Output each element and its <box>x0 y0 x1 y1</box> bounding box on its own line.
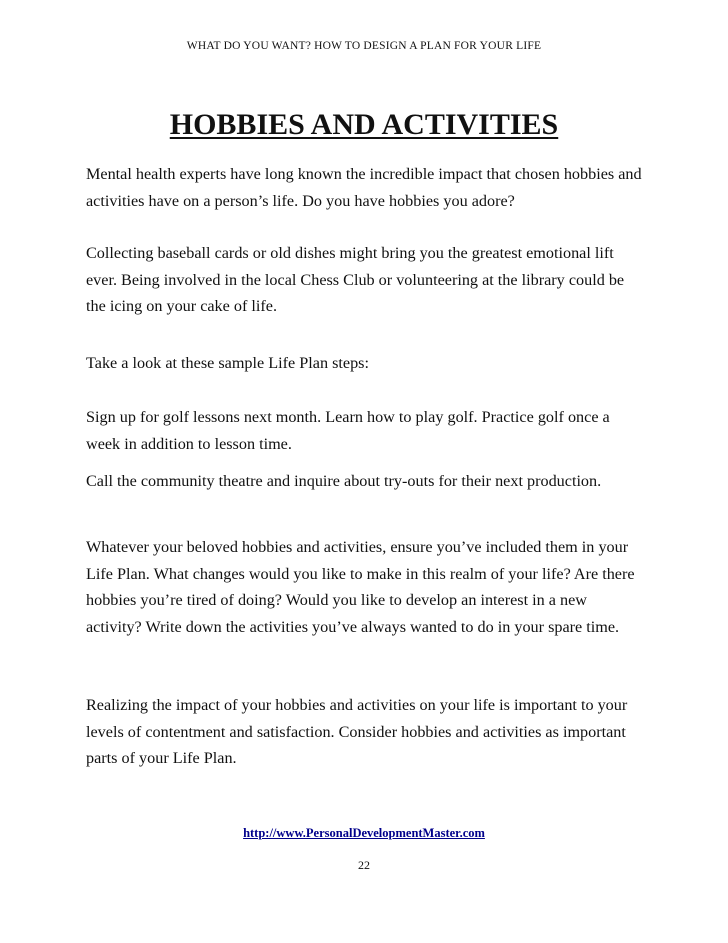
paragraph-examples: Collecting baseball cards or old dishes might bring you the greatest emotional lift ever. Being involved in the local Chess Club or volunteering at the library could be the icing on your cake of life. <box>86 244 625 315</box>
paragraph-step-golf: Sign up for golf lessons next month. Learn how to play golf. Practice golf once a week in addition to lesson time. <box>86 408 610 453</box>
section-title: HOBBIES AND ACTIVITIES <box>169 108 559 141</box>
footer-website-link[interactable]: http://www.PersonalDevelopmentMaster.com <box>243 826 485 840</box>
running-header: WHAT DO YOU WANT? HOW TO DESIGN A PLAN FOR YOUR LIFE <box>186 40 542 52</box>
paragraph-life-plan: Whatever your beloved hobbies and activities, ensure you’ve included them in your Life Plan. What changes would you like to make in this realm of your life? Are there hobbies you’re tired of doing? Would you like to develop an interest in a new activity? Write down the activities you’ve always wanted to do in your spare time. <box>86 538 635 636</box>
page-number: 22 <box>358 858 370 872</box>
paragraph-intro: Mental health experts have long known the incredible impact that chosen hobbies and activities have on a person’s life. Do you have hobbies you adore? <box>86 165 642 210</box>
paragraph-sample-steps-intro: Take a look at these sample Life Plan steps: <box>86 354 369 372</box>
paragraph-step-theatre: Call the community theatre and inquire about try-outs for their next production. <box>86 472 602 490</box>
paragraph-conclusion: Realizing the impact of your hobbies and activities on your life is important to your levels of contentment and satisfaction. Consider hobbies and activities as important parts of your Life Plan. <box>86 696 628 767</box>
